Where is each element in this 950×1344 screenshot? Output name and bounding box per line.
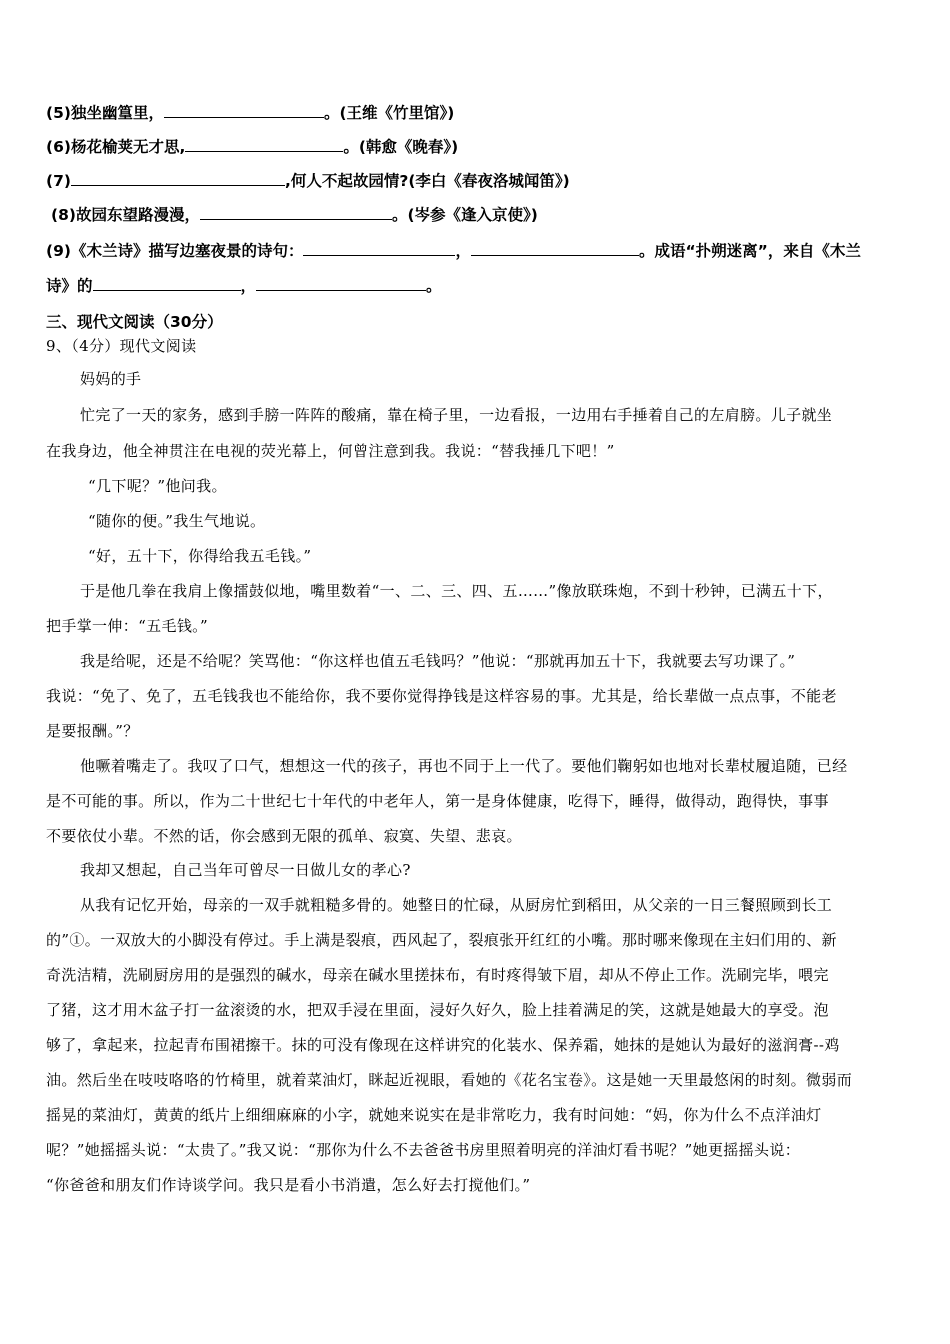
question-8-suffix: 。(岑参《逢入京使》)	[391, 206, 538, 224]
question-5-suffix: 。(王维《竹里馆》)	[323, 104, 455, 122]
article-line: 够了，拿起来，拉起青布围裙擦干。抹的可没有像现在这样讲究的化装水、保养霜，她抹的是她认为最好的滋润膏--鸡	[46, 1036, 840, 1054]
article-line: 油。然后坐在吱吱咯咯的竹椅里，就着菜油灯，眯起近视眼，看她的《花名宝卷》。这是她一天里最悠闲的时刻。微弱而	[46, 1071, 853, 1089]
article-line: 他噘着嘴走了。我叹了口气，想想这一代的孩子，再也不同于上一代了。要他们鞠躬如也地对长辈杖履追随，已经	[80, 757, 848, 775]
article-line: 奇洗洁精，洗刷厨房用的是强烈的碱水，母亲在碱水里搓抹布，有时疼得皱下眉，却从不停止工作。洗刷完毕，喂完	[46, 966, 829, 984]
question-7-suffix: ,何人不起故园情?(李白《春夜洛城闻笛》)	[284, 172, 570, 190]
article-line: 我是给呢，还是不给呢？笑骂他：“你这样也值五毛钱吗？”他说：“那就再加五十下，我就要去写功课了。”	[80, 652, 796, 670]
question-7-blank[interactable]	[71, 170, 285, 186]
question-9-prefix-2: 诗》的	[46, 277, 93, 295]
article-line: “好，五十下，你得给我五毛钱。”	[88, 547, 312, 565]
question-8-prefix: (8)故园东望路漫漫，	[51, 206, 200, 224]
question-8-blank[interactable]	[200, 204, 392, 220]
article-line: 呢？”她摇摇头说：“太贵了。”我又说：“那你为什么不去爸爸书房里照着明亮的洋油灯看书呢？”她更摇摇头说：	[46, 1141, 801, 1159]
question-6-prefix: (6)杨花榆荚无才思,	[46, 138, 186, 156]
article-line: 从我有记忆开始，母亲的一双手就粗糙多骨的。她整日的忙碌，从厨房忙到稻田，从父亲的一日三餐照顾到长工	[80, 896, 833, 914]
article-line: 把手掌一伸：“五毛钱。”	[46, 617, 209, 635]
article-line: 是不可能的事。所以，作为二十世纪七十年代的中老年人，第一是身体健康，吃得下，睡得，做得动，跑得快，事事	[46, 792, 829, 810]
question-9-blank-4[interactable]	[256, 275, 426, 291]
question-9-prefix: (9)《木兰诗》描写边塞夜景的诗句：	[46, 242, 304, 260]
question-5-prefix: (5)独坐幽篁里，	[46, 104, 164, 122]
question-9-blank-2[interactable]	[471, 240, 639, 256]
article-line: 在我身边，他全神贯注在电视的荧光幕上，何曾注意到我。我说：“替我捶几下吧！”	[46, 442, 615, 460]
question-9-suffix-2: 。	[426, 277, 442, 295]
question-6-suffix: 。(韩愈《晚春》)	[343, 138, 459, 156]
section-heading: 三、现代文阅读（30分）	[46, 313, 223, 331]
question-5-line	[46, 101, 454, 125]
question-9-blank-3[interactable]	[93, 275, 241, 291]
question-6-line	[46, 135, 458, 159]
question-6-blank[interactable]	[185, 136, 343, 152]
question-5-blank[interactable]	[164, 102, 324, 118]
question-8-line	[51, 203, 538, 227]
question-9-line-2	[46, 274, 442, 298]
question-9-blank-1[interactable]	[303, 240, 455, 256]
article-line: 了猪，这才用木盆子打一盆滚烫的水，把双手浸在里面，浸好久好久，脸上挂着满足的笑，这就是她最大的享受。泡	[46, 1001, 829, 1019]
article-line: “随你的便。”我生气地说。	[88, 512, 266, 530]
article-line: 不要依仗小辈。不然的话，你会感到无限的孤单、寂寞、失望、悲哀。	[46, 827, 522, 845]
question-9-comma-1: ，	[455, 242, 471, 260]
question-9-line-1	[46, 239, 861, 263]
article-line: 摇晃的菜油灯，黄黄的纸片上细细麻麻的小字，就她来说实在是非常吃力，我有时问她：“妈，你为什么不点洋油灯	[46, 1106, 822, 1124]
article-line: 忙完了一天的家务，感到手膀一阵阵的酸痛，靠在椅子里，一边看报，一边用右手捶着自己的左肩膀。儿子就坐	[80, 406, 833, 424]
article-line: 我说：“免了、免了，五毛钱我也不能给你，我不要你觉得挣钱是这样容易的事。尤其是，给长辈做一点点事，不能老	[46, 687, 837, 705]
article-line: 我却又想起，自己当年可曾尽一日做儿女的孝心?	[80, 861, 411, 879]
question-7-prefix: (7)	[46, 172, 71, 190]
question-9-comma-2: ，	[240, 277, 257, 295]
article-line: 是要报酬。”？	[46, 722, 139, 740]
article-line: “你爸爸和朋友们作诗谈学问。我只是看小书消遣，怎么好去打搅他们。”	[46, 1176, 531, 1194]
article-line: 的”①。一双放大的小脚没有停过。手上满是裂痕，西风起了，裂痕张开红红的小嘴。那时哪来像现在主妇们用的、新	[46, 931, 837, 949]
question-7-line	[46, 169, 570, 193]
article-title: 妈妈的手	[80, 370, 142, 388]
article-line: 于是他几拳在我肩上像擂鼓似地，嘴里数着“一、二、三、四、五……”像放联珠炮，不到十秒钟，已满五十下，	[80, 582, 833, 600]
question-9-suffix-1: 。成语“扑朔迷离”，来自《木兰	[638, 242, 861, 260]
article-line: “几下呢？”他问我。	[88, 477, 227, 495]
question-label: 9、（4分）现代文阅读	[46, 337, 197, 355]
